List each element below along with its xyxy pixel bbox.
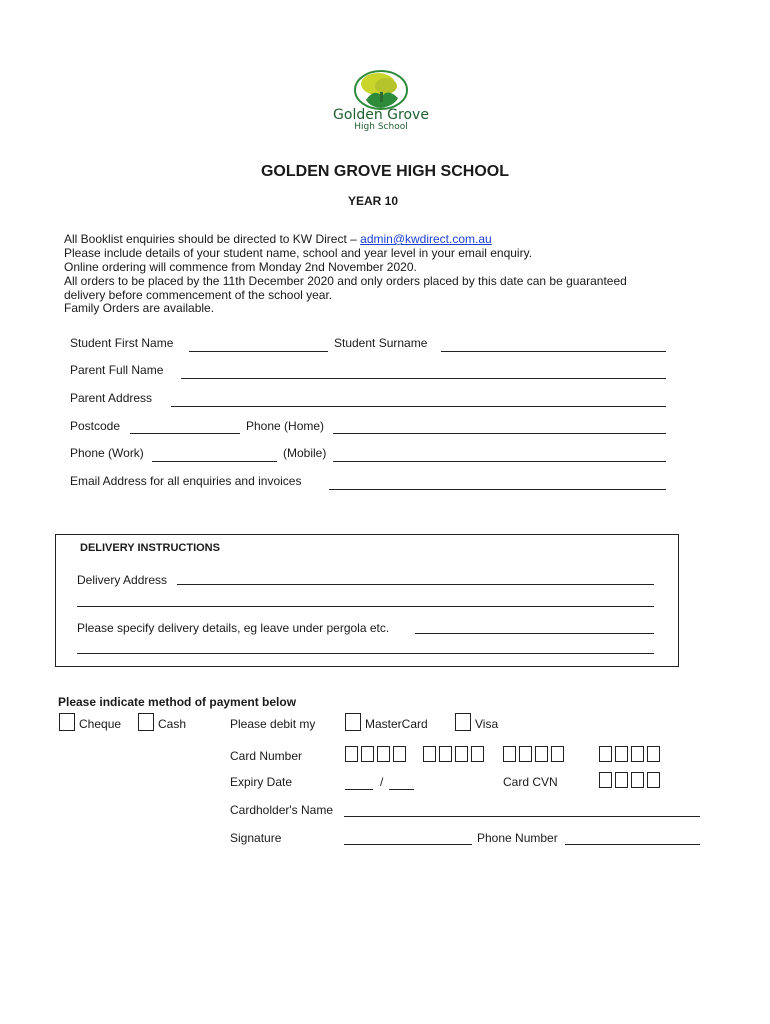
card-digit-cell[interactable] bbox=[647, 746, 660, 762]
phone-work-field[interactable] bbox=[152, 461, 277, 462]
delivery-address-field[interactable] bbox=[177, 584, 654, 585]
intro-line-5: delivery before commencement of the school year. bbox=[64, 288, 333, 302]
visa-checkbox[interactable] bbox=[455, 713, 471, 731]
please-debit-label: Please debit my bbox=[230, 717, 316, 731]
intro-line-2: Please include details of your student name, school and year level in your email enquiry. bbox=[64, 246, 533, 260]
parent-address-label: Parent Address bbox=[70, 391, 153, 405]
card-digit-cell[interactable] bbox=[345, 746, 358, 762]
logo-name: Golden Grove bbox=[333, 107, 429, 123]
intro-line-3: Online ordering will commence from Monday 2nd November 2020. bbox=[64, 260, 417, 274]
school-logo bbox=[326, 66, 436, 136]
intro-line-1 bbox=[64, 232, 492, 246]
cash-label: Cash bbox=[158, 717, 187, 731]
phone-home-field[interactable] bbox=[333, 433, 666, 434]
expiry-year-field[interactable] bbox=[389, 789, 414, 790]
cardholder-name-label: Cardholder's Name bbox=[230, 803, 334, 817]
parent-address-field[interactable] bbox=[171, 406, 666, 407]
student-surname-field[interactable] bbox=[441, 351, 666, 352]
delivery-details-field[interactable] bbox=[415, 633, 654, 634]
delivery-address-field-line-2[interactable] bbox=[77, 606, 654, 607]
expiry-separator: / bbox=[380, 775, 384, 789]
card-digit-cell[interactable] bbox=[455, 746, 468, 762]
card-digit-cell[interactable] bbox=[471, 746, 484, 762]
card-digit-cell[interactable] bbox=[615, 746, 628, 762]
payment-heading: Please indicate method of payment below bbox=[58, 695, 297, 709]
delivery-address-label: Delivery Address bbox=[77, 573, 168, 587]
postcode-field[interactable] bbox=[130, 433, 240, 434]
intro-line-4: All orders to be placed by the 11th December 2020 and only orders placed by this date can be guaranteed bbox=[64, 274, 627, 288]
mastercard-label: MasterCard bbox=[365, 717, 428, 731]
card-digit-cell[interactable] bbox=[503, 746, 516, 762]
cardholder-name-field[interactable] bbox=[344, 816, 700, 817]
email-address-field[interactable] bbox=[329, 489, 666, 490]
mobile-label: (Mobile) bbox=[283, 446, 327, 460]
phone-number-label: Phone Number bbox=[477, 831, 558, 845]
logo-subname: High School bbox=[354, 122, 408, 132]
page-subtitle: YEAR 10 bbox=[348, 194, 399, 208]
email-address-label: Email Address for all enquiries and invoices bbox=[70, 474, 302, 488]
tree-emblem-icon bbox=[326, 66, 436, 112]
cheque-checkbox[interactable] bbox=[59, 713, 75, 731]
page-title: GOLDEN GROVE HIGH SCHOOL bbox=[260, 163, 509, 180]
enquiry-email-link[interactable]: admin@kwdirect.com.au bbox=[360, 232, 492, 246]
mastercard-checkbox[interactable] bbox=[345, 713, 361, 731]
intro-line-6: Family Orders are available. bbox=[64, 301, 215, 315]
cvn-digit-cell[interactable] bbox=[647, 772, 660, 788]
cvn-digit-cell[interactable] bbox=[599, 772, 612, 788]
phone-home-label: Phone (Home) bbox=[246, 419, 325, 433]
cvn-digit-cell[interactable] bbox=[631, 772, 644, 788]
expiry-date-label: Expiry Date bbox=[230, 775, 293, 789]
card-number-label: Card Number bbox=[230, 749, 303, 763]
card-digit-cell[interactable] bbox=[439, 746, 452, 762]
signature-label: Signature bbox=[230, 831, 282, 845]
card-digit-cell[interactable] bbox=[361, 746, 374, 762]
card-digit-cell[interactable] bbox=[423, 746, 436, 762]
delivery-details-field-line-2[interactable] bbox=[77, 653, 654, 654]
card-digit-cell[interactable] bbox=[377, 746, 390, 762]
student-first-name-field[interactable] bbox=[189, 351, 328, 352]
student-surname-label: Student Surname bbox=[334, 336, 428, 350]
cvn-digit-cell[interactable] bbox=[615, 772, 628, 788]
visa-label: Visa bbox=[475, 717, 499, 731]
parent-full-name-label: Parent Full Name bbox=[70, 363, 164, 377]
card-digit-cell[interactable] bbox=[551, 746, 564, 762]
card-digit-cell[interactable] bbox=[599, 746, 612, 762]
postcode-label: Postcode bbox=[70, 419, 121, 433]
delivery-heading: DELIVERY INSTRUCTIONS bbox=[80, 542, 220, 554]
card-cvn-label: Card CVN bbox=[503, 775, 558, 789]
phone-number-field[interactable] bbox=[565, 844, 700, 845]
cheque-label: Cheque bbox=[79, 717, 122, 731]
card-digit-cell[interactable] bbox=[519, 746, 532, 762]
expiry-month-field[interactable] bbox=[345, 789, 373, 790]
parent-full-name-field[interactable] bbox=[181, 378, 666, 379]
card-digit-cell[interactable] bbox=[393, 746, 406, 762]
cash-checkbox[interactable] bbox=[138, 713, 154, 731]
student-first-name-label: Student First Name bbox=[70, 336, 174, 350]
signature-field[interactable] bbox=[344, 844, 472, 845]
card-digit-cell[interactable] bbox=[631, 746, 644, 762]
delivery-details-label: Please specify delivery details, eg leave under pergola etc. bbox=[77, 621, 390, 635]
phone-work-label: Phone (Work) bbox=[70, 446, 144, 460]
mobile-field[interactable] bbox=[333, 461, 666, 462]
intro-line-1-text: All Booklist enquiries should be directed to KW Direct – bbox=[64, 232, 361, 246]
card-digit-cell[interactable] bbox=[535, 746, 548, 762]
